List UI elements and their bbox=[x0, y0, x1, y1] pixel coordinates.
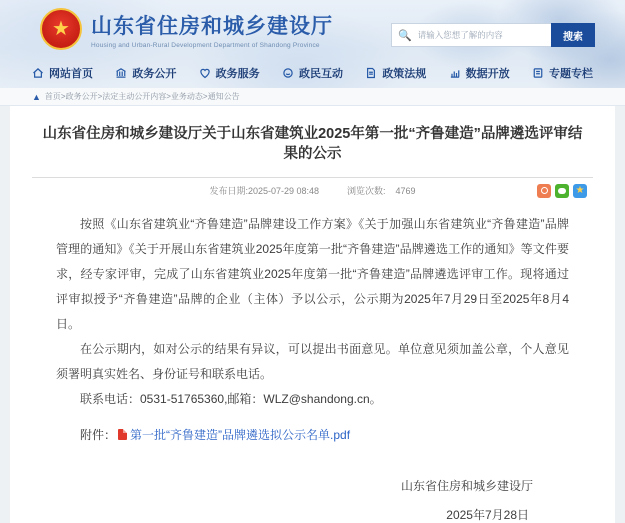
main-nav bbox=[0, 58, 625, 88]
share-qzone-icon[interactable]: ★ bbox=[573, 184, 587, 198]
attachment-row bbox=[56, 426, 569, 443]
chart-icon bbox=[449, 67, 461, 79]
home-icon bbox=[32, 67, 44, 79]
search-icon: 🔍 bbox=[398, 29, 412, 42]
breadcrumb bbox=[0, 88, 625, 106]
search-button[interactable]: 搜索 bbox=[551, 23, 595, 47]
national-emblem-logo: ★ bbox=[40, 8, 82, 50]
signature-date: 2025年7月28日 bbox=[446, 507, 529, 522]
attachment-link[interactable]: 第一批“齐鲁建造”品牌遴选拟公示名单.pdf bbox=[130, 427, 351, 442]
share-weibo-icon[interactable] bbox=[537, 184, 551, 198]
publish-date: 发布日期:2025-07-29 08:48 bbox=[209, 186, 319, 197]
page-title: 山东省住房和城乡建设厅关于山东省建筑业2025年第一批“齐鲁建造”品牌遴选评审结果的公示 bbox=[42, 126, 583, 163]
site-title: 山东省住房和城乡建设厅 bbox=[91, 14, 333, 38]
site-subtitle: Housing and Urban-Rural Development Department of Shandong Province bbox=[91, 41, 320, 49]
pdf-icon bbox=[118, 429, 127, 440]
search-box bbox=[391, 23, 595, 47]
paragraph: 按照《山东省建筑业“齐鲁建造”品牌建设工作方案》《关于加强山东省建筑业“齐鲁建造”品牌管理的通知》《关于开展山东省建筑业2025年度第一批“齐鲁建造”品牌遴选工作的通知》等文件要求，经专家评审，完成了山东省建筑业2025年度第一批“齐鲁建造”品牌遴选评审工作。现将通过评审拟授予“齐鲁建造”品牌的企业（主体）予以公示，公示期为2025年7月29日至2025年8月4日。 bbox=[56, 216, 569, 331]
nav-item-home[interactable]: 网站首页 bbox=[32, 65, 93, 81]
nav-item-gov-services[interactable]: 政务服务 bbox=[199, 65, 260, 81]
nav-item-special-topics[interactable]: 专题专栏 bbox=[532, 65, 593, 81]
share-bar bbox=[533, 184, 587, 198]
nav-item-interaction[interactable]: 政民互动 bbox=[282, 65, 343, 81]
paragraph: 在公示期内，如对公示的结果有异议，可以提出书面意见。单位意见须加盖公章，个人意见须署明真实姓名、身份证号和联系电话。 bbox=[56, 341, 569, 381]
chat-icon bbox=[282, 67, 294, 79]
article-meta bbox=[10, 178, 615, 204]
paragraph: 联系电话：0531-51765360,邮箱：WLZ@shandong.cn。 bbox=[80, 391, 382, 406]
article-card bbox=[10, 106, 615, 523]
badge-icon bbox=[199, 67, 211, 79]
site-brand bbox=[40, 8, 333, 50]
board-icon bbox=[532, 67, 544, 79]
breadcrumb-home-icon: ▲ bbox=[32, 91, 41, 102]
attachment-label: 附件： bbox=[80, 427, 117, 442]
article-body bbox=[10, 204, 615, 523]
nav-item-gov-info[interactable]: 政务公开 bbox=[115, 65, 176, 81]
site-header bbox=[0, 0, 625, 88]
bank-icon bbox=[115, 67, 127, 79]
search-input[interactable] bbox=[418, 30, 538, 40]
view-count: 浏览次数: 4769 bbox=[347, 186, 416, 197]
signature-block bbox=[56, 477, 569, 523]
signature-org: 山东省住房和城乡建设厅 bbox=[400, 478, 533, 493]
nav-item-open-data[interactable]: 数据开放 bbox=[449, 65, 510, 81]
breadcrumb-path[interactable]: 首页>政务公开>法定主动公开内容>业务动态>通知公告 bbox=[44, 92, 240, 101]
document-icon bbox=[365, 67, 377, 79]
nav-item-policies[interactable]: 政策法规 bbox=[365, 65, 426, 81]
share-wechat-icon[interactable] bbox=[555, 184, 569, 198]
